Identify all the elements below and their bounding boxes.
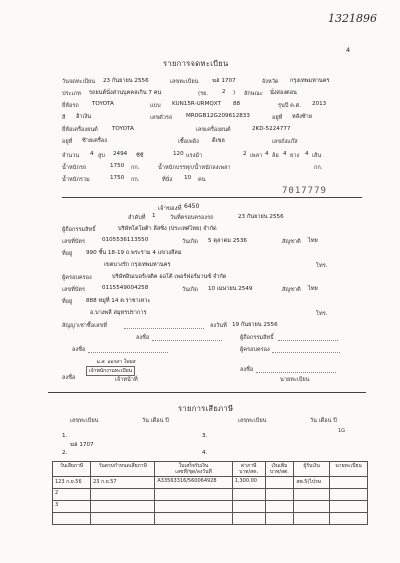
owner-id-label: เลขที่บัตร (62, 239, 86, 245)
registrar-role: นายทะเบียน (280, 377, 310, 383)
owner-name: บริษัทโตโยต้า ลีสซิ่ง (ประเทศไทย) จำกัด (118, 226, 217, 232)
table-cell (330, 501, 368, 513)
table-cell (265, 513, 294, 525)
vin: MR0GB12G209612833 (186, 113, 250, 119)
table-cell (232, 513, 265, 525)
order: 1 (152, 213, 156, 219)
table-cell (91, 489, 155, 501)
owner-nat-label: สัญชาติ (282, 239, 301, 245)
sign1-role: ผู้ถือกรรมสิทธิ์ (240, 335, 274, 341)
owner-id: 0105536113550 (102, 237, 149, 243)
table-cell: 2 (53, 489, 91, 501)
tax-item-1: ฆฮ 1707 (70, 442, 94, 448)
tax-item-1-num: 1. (62, 433, 68, 439)
color: ฮ้าเงิน (76, 114, 92, 120)
vehicle-style: นั่งสองตอน (270, 90, 297, 96)
table-cell (265, 501, 294, 513)
holder-tel-label: โทร. (316, 311, 328, 317)
vin-loc-label: อยู่ที่ (272, 115, 283, 121)
signed-date-label: ลงวันที่ (210, 323, 227, 329)
officer-sign-label: ลงชื่อ (62, 375, 76, 381)
table-cell (294, 513, 330, 525)
axles-label: เพลา (250, 153, 263, 159)
holder-address-2: อ.บางพลี สมุทรปราการ (90, 310, 147, 316)
vehicle-type: รถยนต์นั่งส่วนบุคคลเกิน 7 คน (89, 90, 162, 96)
owner-nationality: ไทย (308, 238, 318, 244)
table-cell (155, 513, 232, 525)
holder-label: ผู้ครอบครอง (62, 275, 92, 281)
table-cell: สพ.5(ไปรษ (294, 477, 330, 489)
weight: 1750 (110, 163, 125, 169)
plate: ฆฮ 1707 (212, 78, 236, 84)
sign2-label: ลงชื่อ (72, 347, 86, 353)
wheels: 4 (265, 151, 269, 157)
holder-id: 0115549004258 (102, 285, 149, 291)
table-cell (294, 489, 330, 501)
sign2-role: ผู้ครอบครอง (240, 347, 270, 353)
tax-small-number: 1G (338, 428, 346, 434)
table-row (53, 477, 368, 489)
registrar-sign-label: ลงชื่อ (240, 367, 254, 373)
tax-section-title: รายการเสียภาษี (178, 404, 234, 413)
table-cell (265, 477, 294, 489)
seats-label: ที่นั่ง (162, 177, 173, 183)
signed-date: 19 กันยายน 2556 (232, 322, 278, 328)
tax-col-header: วันครบกำหนดเสียภาษี (91, 462, 155, 477)
model-code: 88 (233, 101, 241, 107)
engine-brand-label: ยี่ห้อเครื่องยนต์ (62, 127, 98, 133)
cylinders: 4 (90, 151, 94, 157)
owner-address-2: เขตบางรัก กรุงเทพมหานคร (104, 262, 171, 268)
owner-birth: 5 ตุลาคม 2536 (208, 238, 247, 244)
rn-label: (รย. (198, 91, 209, 97)
engine-cc: 2494 (113, 151, 128, 157)
tires-unit: เส้น (312, 153, 322, 159)
year-label: รุ่นปี ค.ศ. (278, 103, 302, 109)
officer-role: เจ้าหน้าที่ (115, 377, 138, 383)
holder-name: บริษัทอินเบอร์เจติค ออโต้ เพอร์ฟอร์มานซ์ จำกัด (112, 274, 227, 280)
cc-unit: ซีซี (136, 153, 144, 159)
owner-address: 990 ชั้น 18-19 ถ.พระราม 4 แขวงสีลม (86, 250, 182, 256)
fuel: ดีเซล (212, 138, 225, 144)
table-cell (330, 513, 368, 525)
table-cell (232, 501, 265, 513)
table-cell (265, 489, 294, 501)
reg-date: 23 กันยายน 2556 (103, 78, 149, 84)
tires: 4 (283, 151, 287, 157)
weight-label: น้ำหนักรถ (62, 165, 87, 171)
tax-plate-label-2: เลขทะเบียน (238, 418, 267, 424)
officer-name: น.ส. ออรสา ไทยส (96, 359, 136, 365)
hp-unit: แรงม้า (186, 153, 203, 159)
vin-label: เลขตัวรถ (150, 115, 173, 121)
holder-id-label: เลขที่บัตร (62, 287, 86, 293)
province-label: จังหวัด (262, 79, 279, 85)
brand-label: ยี่ห้อรถ (62, 103, 79, 109)
seats-unit: คน (198, 177, 206, 183)
table-cell: 123 ก.ย.56 (53, 477, 91, 489)
table-cell: A33563316/560064928 (155, 477, 232, 489)
payload-label: น้ำหนักบรรทุก/น้ำหนักลงเพลา (158, 165, 231, 171)
color-label: สี (62, 115, 66, 121)
tax-item-4-num: 4. (202, 450, 208, 456)
payload-unit: กก. (314, 165, 323, 171)
table-row (53, 501, 368, 513)
gas-tank-label: เลขถังแก๊ส (272, 139, 298, 145)
holder-nationality: ไทย (308, 286, 318, 292)
tax-item-3-num: 3. (202, 433, 208, 439)
style-label: ลักษณะ (244, 91, 263, 97)
weight-unit: กก. (131, 165, 140, 171)
holder-birth-label: วันเกิด (182, 287, 198, 293)
tax-col-header: วันเสียภาษี (53, 462, 91, 477)
holder-addr-label: ที่อยู่ (62, 299, 73, 305)
table-cell (91, 501, 155, 513)
vin-location: หลังซ้าย (292, 114, 313, 120)
table-cell (330, 489, 368, 501)
table-row (53, 489, 368, 501)
owner-tel-label: โทร. (316, 263, 328, 269)
registration-section-title: รายการจดทะเบียน (163, 59, 229, 68)
tax-col-header: ใบเสร็จรับเงิน เลขที่/ชุด/ลงวันที่ (155, 462, 232, 477)
table-cell (91, 513, 155, 525)
table-cell (330, 477, 368, 489)
document-number: 1321896 (328, 12, 377, 25)
owner-birth-label: วันเกิด (182, 239, 198, 245)
section-divider (62, 197, 362, 198)
hire-contract-label: สัญญาเช่าซื้อเลขที่ (62, 323, 107, 329)
wheels-label: ล้อ (272, 153, 279, 159)
gross-unit: กก. (131, 177, 140, 183)
tax-table-header (53, 462, 368, 477)
plate-label: เลขทะเบียน (170, 79, 199, 85)
axles: 2 (243, 151, 247, 157)
order-label: ลำดับที่ (128, 215, 146, 221)
table-row (53, 513, 368, 525)
holder-nat-label: สัญชาติ (282, 287, 301, 293)
sign1-label: ลงชื่อ (136, 335, 150, 341)
section-divider-2 (48, 392, 366, 393)
fuel-label: เชื้อเพลิง (178, 139, 199, 145)
table-cell: 23 ก.ย.57 (91, 477, 155, 489)
page-number: 4 (346, 46, 351, 54)
tax-plate-label: เลขทะเบียน (70, 418, 99, 424)
cylinders-label: จำนวน (62, 153, 80, 159)
owner-addr-label: ที่อยู่ (62, 251, 73, 257)
tax-date-label: วัน เดือน ปี (142, 418, 169, 424)
tax-col-header: ค่าภาษี บาท/สต. (232, 462, 265, 477)
rn-value: 2 (222, 89, 226, 95)
serial-stamp: 7017779 (282, 186, 327, 196)
engine-no-label: เลขเครื่องยนต์ (196, 127, 231, 133)
engine-brand: TOYOTA (112, 126, 134, 132)
table-cell (155, 489, 232, 501)
rn-close: ) (233, 90, 236, 96)
province: กรุงเทพมหานคร (290, 78, 330, 84)
gross-weight: 1750 (110, 175, 125, 181)
seats: 10 (184, 175, 192, 181)
officer-title-stamp: เจ้าพนักงานทะเบียน (86, 366, 135, 376)
table-cell (232, 489, 265, 501)
tax-col-header: เงินเพิ่ม บาท/สต. (265, 462, 294, 477)
tax-table (52, 461, 368, 525)
tires-count: 4 (305, 151, 309, 157)
tires-label: ยาง (290, 153, 300, 159)
owned-date-label: วันที่ครอบครองรถ (170, 215, 214, 221)
table-cell: 1,300.00 (232, 477, 265, 489)
engine-location: ซ้ายเครื่อง (82, 138, 107, 144)
model-label: แบบ (150, 103, 161, 109)
horsepower: 120 (173, 151, 184, 157)
reg-date-label: วันจดทะเบียน (62, 79, 96, 85)
model: KUN15R-URMQXT (172, 101, 221, 107)
tax-item-2-num: 2. (62, 450, 68, 456)
table-cell (53, 513, 91, 525)
cylinders-unit: สูบ (98, 153, 105, 159)
tax-date-label-2: วัน เดือน ปี (310, 418, 337, 424)
owned-date: 23 กันยายน 2556 (238, 214, 284, 220)
engine-number: 2KD-5224777 (252, 126, 291, 132)
model-year: 2013 (312, 101, 327, 107)
tax-col-header: นายทะเบียน (330, 462, 368, 477)
table-cell (155, 501, 232, 513)
table-cell: 3 (53, 501, 91, 513)
brand: TOYOTA (92, 101, 114, 107)
engine-loc-label: อยู่ที่ (62, 139, 73, 145)
holder-address: 888 หมู่ที่ 14 ต.ราชาเทวะ (86, 298, 151, 304)
gross-label: น้ำหนักรวม (62, 177, 90, 183)
owner-label: ผู้ถือกรรมสิทธิ์ (62, 227, 96, 233)
record-no: 6450 (184, 203, 200, 210)
record-no-label: เจ้าของที่ (158, 205, 182, 212)
tax-col-header: ผู้รับเงิน (294, 462, 330, 477)
holder-birth: 10 เมษายน 2549 (208, 286, 253, 292)
tax-table-body (53, 477, 368, 525)
table-cell (294, 501, 330, 513)
type-label: ประเภท (62, 91, 81, 97)
